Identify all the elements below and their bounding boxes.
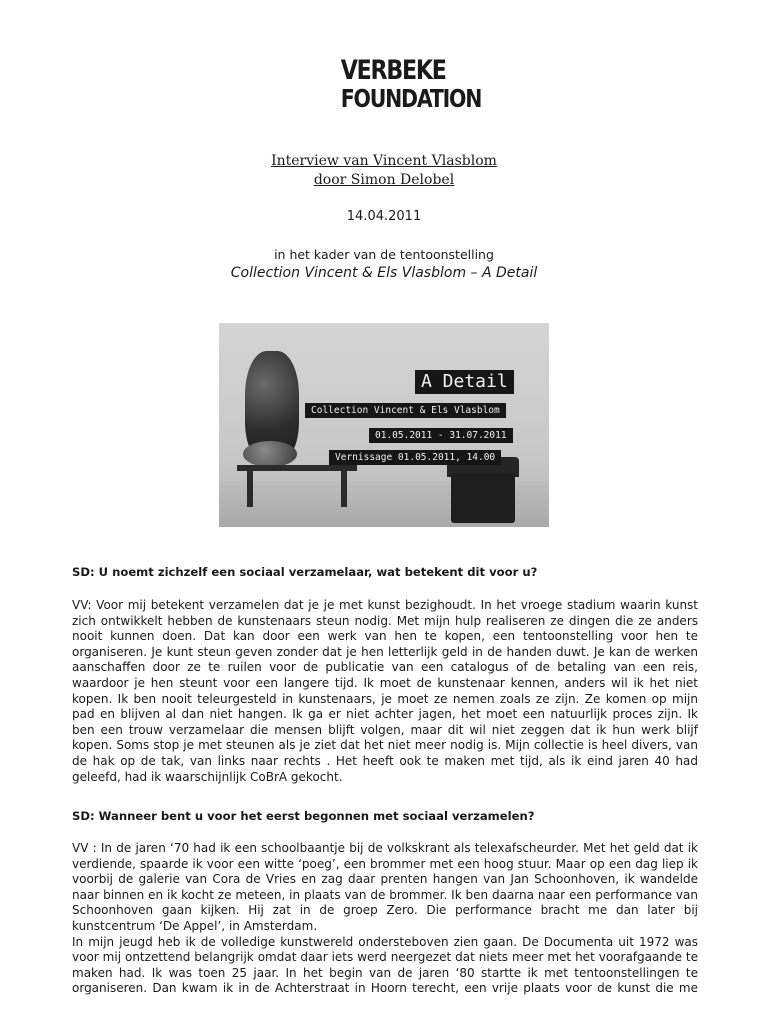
poster-dates: 01.05.2011 - 31.07.2011: [369, 428, 513, 443]
poster-vernissage: Vernissage 01.05.2011, 14.00: [329, 450, 501, 465]
document-subtitle: door Simon Delobel: [313, 172, 455, 188]
document-title: Interview van Vincent Vlasblom: [271, 153, 497, 169]
question-2: SD: Wanneer bent u voor het eerst begonnen met sociaal verzamelen?: [72, 809, 535, 823]
logo-line-1: VERBEKE: [340, 55, 446, 86]
answer-1: [72, 598, 698, 785]
drum-sculpture: [451, 473, 515, 523]
answer-1-line: ben een trouw verzamelaar die mensen blijft volgen, maar dit wil niet zeggen dat ik hun werk blijf: [72, 722, 698, 737]
answer-2-line: In mijn jeugd heb ik de volledige kunstwereld ondersteboven zien gaan. De Documenta uit 1972 was: [72, 934, 698, 949]
exhibition-poster-photo: [219, 323, 549, 527]
answer-2-line: maken had. Ik was toen 25 jaar. In het begin van de jaren ‘80 startte ik met tentoonstellingen te: [72, 965, 698, 980]
interview-date: 14.04.2011: [346, 209, 422, 224]
poster-subtitle: Collection Vincent & Els Vlasblom: [305, 403, 506, 418]
logo-line-2: FOUNDATION: [340, 84, 482, 113]
bench-leg: [247, 471, 253, 507]
answer-1-line: waardoor je hen steunt voor een langere tijd. Ik moet de kunstenaar kennen, anders wil ik het niet: [72, 675, 698, 690]
answer-2-line: kunstcentrum ‘De Appel’, in Amsterdam.: [72, 918, 318, 933]
exhibition-context: in het kader van de tentoonstelling: [274, 247, 494, 262]
answer-1-line: nooit kunnen doen. Dat kan door een werk van hen te kopen, een tentoonstelling voor hen te: [72, 629, 698, 644]
answer-2-line: voor mij ontzettend belangrijk omdat daar iets werd neergezet dat niets meer met het voorafgaande te: [72, 950, 698, 965]
answer-1-line: kopen. Ik ben nooit teleurgesteld in kunstenaars, je moet ze nemen zoals ze zijn. Ze komen op mijn: [72, 691, 698, 706]
bench: [237, 465, 357, 471]
answer-1-line: VV: Voor mij betekent verzamelen dat je je met kunst bezighoudt. In het vroege stadium waarin kunst: [72, 598, 698, 612]
answer-2-line: verdiende, spaarde ik voor een witte ‘poeg’, een brommer met een hoog stuur. Maar op een dag liep ik: [72, 856, 698, 871]
poster-heading: A Detail: [415, 370, 514, 394]
answer-1-line: zich ontwikkelt hebben de kunstenaars steun nodig. Met mijn hulp realiseren ze dingen die ze anders: [72, 613, 698, 628]
answer-2-line: naar binnen en ik kocht ze meteen, in plaats van de brommer. Ik ben daarna naar een performance van: [72, 887, 698, 902]
answer-2-line: Schoonhoven gaan kijken. Hij zat in de groep Zero. Die performance bracht me dan later bij: [72, 903, 698, 918]
answer-1-line: kopen. Soms stop je met steunen als je ziet dat het niet meer nodig is. Mijn collectie is heel divers, van: [72, 738, 698, 753]
answer-1-line: pad en blijven al dan niet hangen. Ik ga er niet achter jagen, het moet een natuurlijk proces zijn. Ik: [72, 707, 698, 722]
sculpture-base: [243, 441, 297, 467]
answer-1-line: de hak op de tak, van links naar rechts . Het heeft ook te maken met tijd, als ik eind jaren 40 had: [72, 753, 698, 768]
exhibition-title: Collection Vincent & Els Vlasblom – A Detail: [230, 265, 538, 281]
answer-1-line: geleefd, had ik waarschijnlijk CoBrA gekocht.: [72, 769, 343, 784]
question-1: SD: U noemt zichzelf een sociaal verzamelaar, wat betekent dit voor u?: [72, 565, 538, 579]
answer-2-line: VV : In de jaren ‘70 had ik een schoolbaantje bij de volkskrant als telexafscheurder. Met het geld dat ik: [72, 841, 698, 855]
answer-2: [72, 841, 698, 997]
bench-leg: [341, 471, 347, 507]
verbeke-foundation-logo: [331, 55, 482, 113]
answer-2-line: organiseren. Dan kwam ik in de Achterstraat in Hoorn terecht, een vrije plaats voor de kunst die me: [72, 981, 698, 996]
answer-2-line: voorbij de galerie van Cora de Vries en zag daar prenten hangen van Jan Schoonhoven, ik wandelde: [72, 872, 698, 887]
answer-1-line: organiseren. Je kunt steun geven zonder dat je hen letterlijk geld in de handen duwt. Je kan de werken: [72, 644, 698, 659]
answer-1-line: aanschaffen door ze te ruilen voor de publicatie van een catalogus of de betaling van een reis,: [72, 660, 698, 675]
